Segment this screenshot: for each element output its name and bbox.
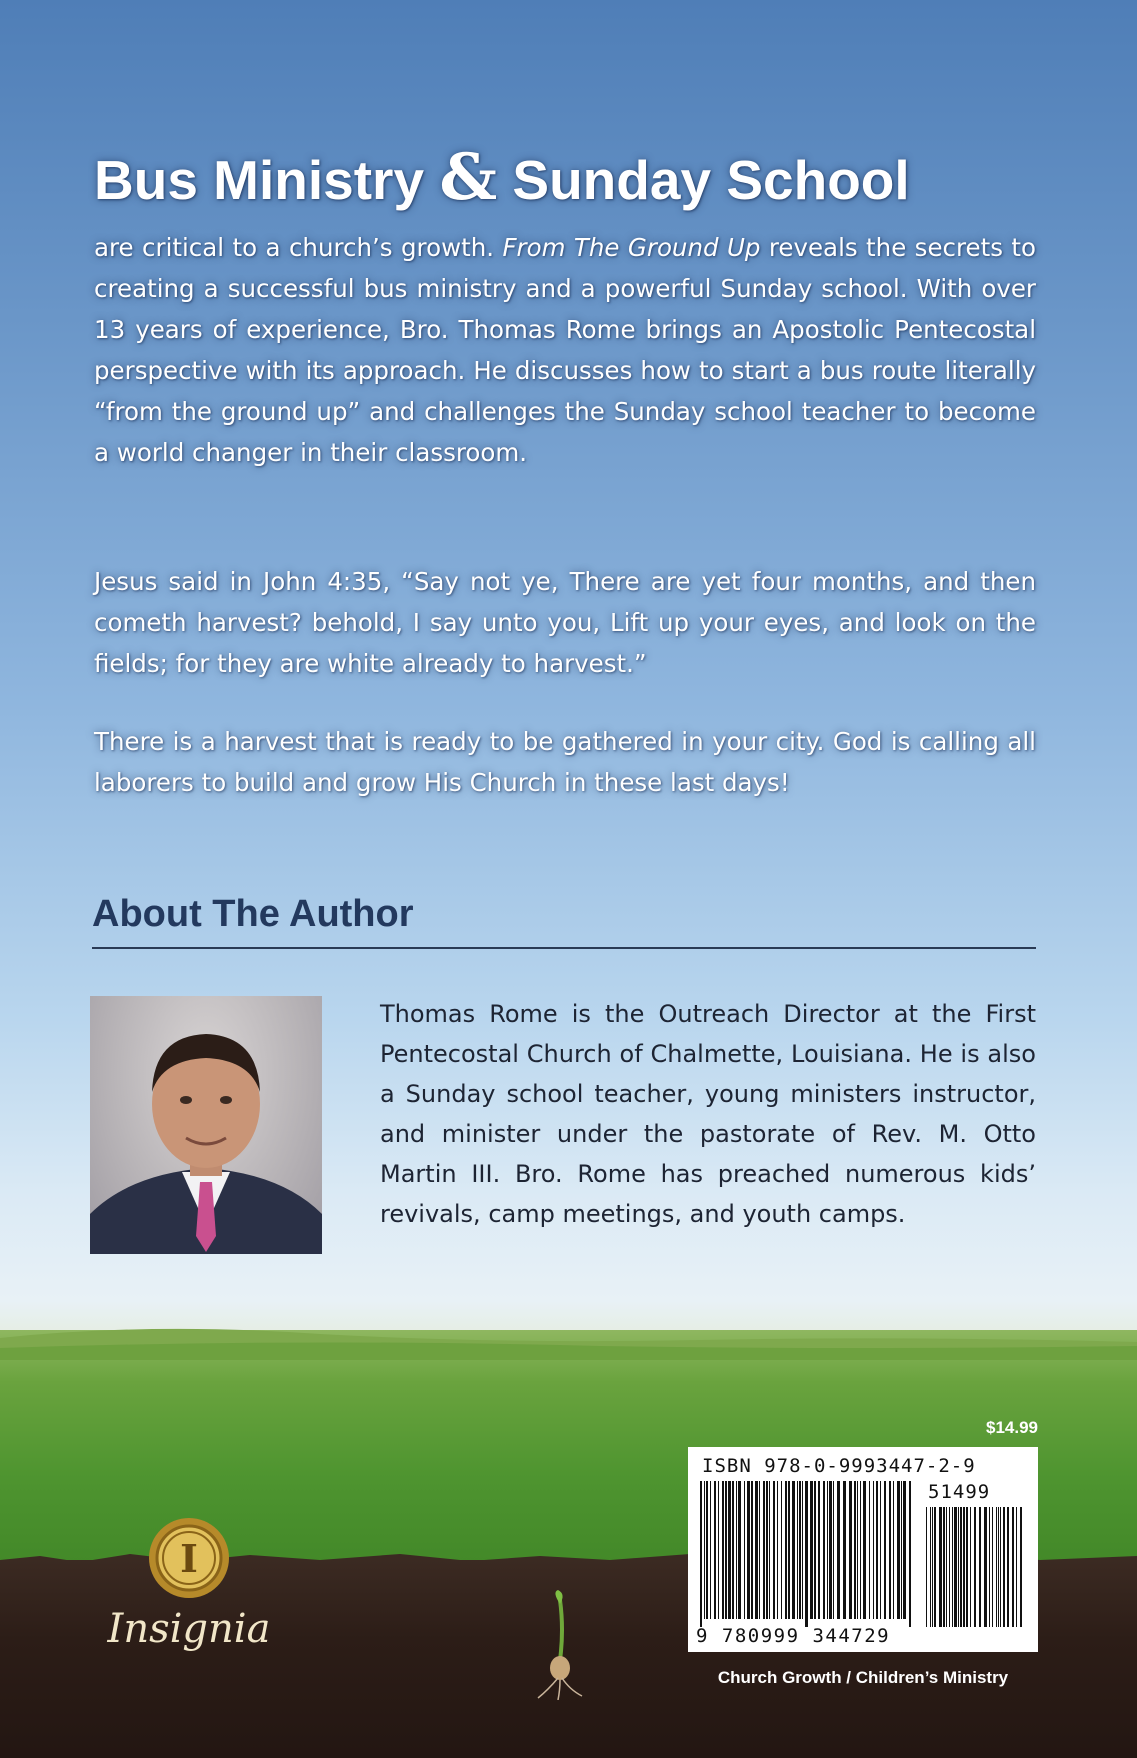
title-part1: Bus Ministry xyxy=(94,149,425,211)
publisher-name: Insignia xyxy=(107,1606,271,1652)
about-author-heading: About The Author xyxy=(92,893,414,935)
title-ampersand: & xyxy=(439,140,498,215)
heading-divider xyxy=(92,947,1036,949)
intro-paragraph xyxy=(94,227,1036,473)
price-label: $14.99 xyxy=(986,1418,1038,1437)
distant-hills xyxy=(0,1320,1137,1360)
harvest-paragraph: There is a harvest that is ready to be gathered in your city. God is calling all laborers to build and grow His Church in these last days! xyxy=(94,727,1036,797)
book-title-inline: From The Ground Up xyxy=(502,233,761,262)
author-bio: Thomas Rome is the Outreach Director at the First Pentecostal Church of Chalmette, Louisiana. He is also a Sunday school teacher, young ministers instructor, and minister under the pastorate of Rev. M. Otto Martin III. Bro. Rome has preached numerous kids’ revivals, camp meetings, and youth camps. xyxy=(380,1000,1036,1228)
svg-text:I: I xyxy=(180,1536,198,1581)
barcode-digits: 9 780999 344729 xyxy=(696,1625,891,1647)
scripture-paragraph: Jesus said in John 4:35, “Say not ye, There are yet four months, and then cometh harvest? behold, I say unto you, Lift up your eyes, and look on the fields; for they are white already to harvest.” xyxy=(94,567,1036,678)
seedling-illustration xyxy=(530,1590,590,1700)
isbn-barcode xyxy=(688,1447,1038,1652)
title-part2: Sunday School xyxy=(512,149,910,211)
price-addon-digits: 51499 xyxy=(928,1481,991,1503)
intro-after: reveals the secrets to creating a successful bus ministry and a powerful Sunday school. With over 13 years of experience, Bro. Thomas Rome brings an Apostolic Pentecostal perspective with its approach. He discusses how to start a bus route literally “from the ground up” and challenges the Sunday school teacher to become a world changer in their classroom. xyxy=(94,233,1036,467)
category-label: Church Growth / Children’s Ministry xyxy=(717,1668,1009,1687)
intro-before: are critical to a church’s growth. xyxy=(94,233,495,262)
barcode-bars xyxy=(688,1447,1038,1652)
author-photo xyxy=(90,996,322,1254)
isbn-number: ISBN 978-0-9993447-2-9 xyxy=(702,1455,976,1477)
cover-title xyxy=(94,140,1044,215)
